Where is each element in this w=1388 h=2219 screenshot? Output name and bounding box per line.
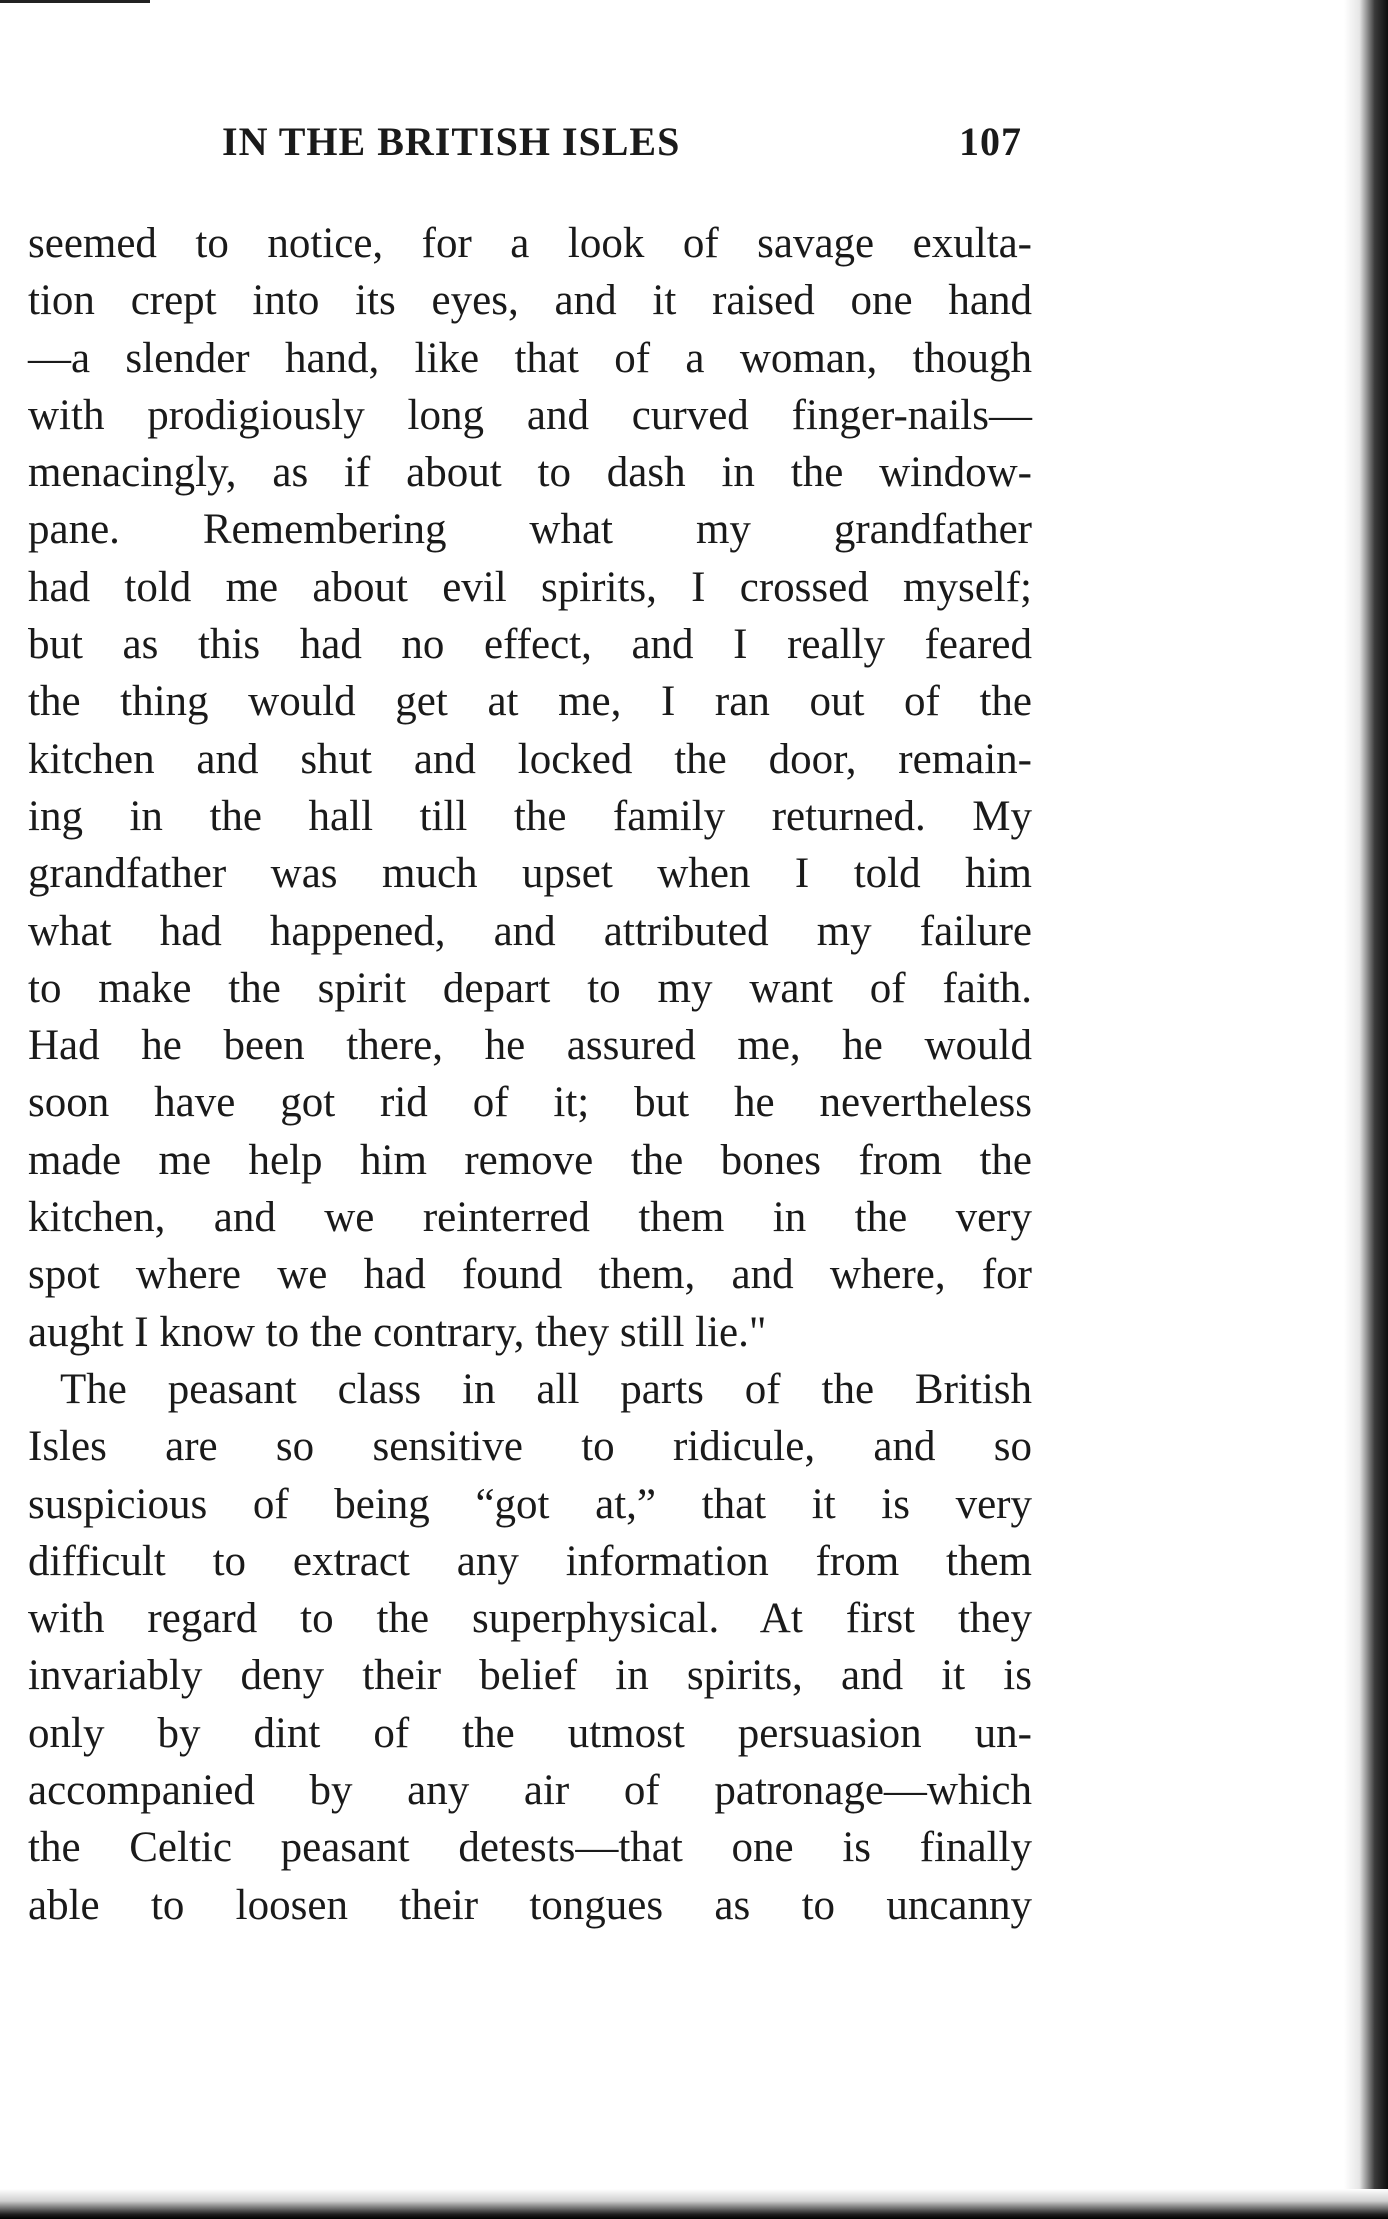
text-line: made me help him remove the bones from the bbox=[28, 1136, 1032, 1184]
page-number: 107 bbox=[959, 119, 1022, 164]
text-line: Had he been there, he assured me, he would bbox=[28, 1022, 1032, 1070]
text-line: suspicious of being “got at,” that it is very bbox=[28, 1480, 1032, 1528]
text-line: had told me about evil spirits, I crossed myself; bbox=[28, 563, 1032, 611]
text-line: able to loosen their tongues as to uncanny bbox=[28, 1881, 1032, 1929]
text-line: the Celtic peasant detests—that one is finally bbox=[28, 1824, 1032, 1872]
text-line: but as this had no effect, and I really feared bbox=[28, 621, 1032, 669]
text-line: pane. Remembering what my grandfather bbox=[28, 506, 1032, 554]
text-line: spot where we had found them, and where, for bbox=[28, 1251, 1032, 1299]
text-line: seemed to notice, for a look of savage exulta- bbox=[28, 220, 1032, 267]
text-line: accompanied by any air of patronage—which bbox=[28, 1767, 1032, 1815]
text-line: The peasant class in all parts of the British bbox=[60, 1365, 1032, 1413]
text-line: —a slender hand, like that of a woman, though bbox=[28, 334, 1032, 382]
top-edge-rule bbox=[0, 0, 150, 3]
page-header bbox=[222, 118, 1022, 178]
text-line: aught I know to the contrary, they still lie." bbox=[28, 1308, 767, 1356]
text-line: grandfather was much upset when I told him bbox=[28, 850, 1032, 898]
text-line: to make the spirit depart to my want of faith. bbox=[28, 964, 1032, 1012]
text-line: tion crept into its eyes, and it raised one hand bbox=[28, 277, 1032, 325]
page-right-edge-shadow bbox=[1344, 0, 1388, 2200]
text-line: kitchen and shut and locked the door, remain- bbox=[28, 735, 1032, 783]
text-line: soon have got rid of it; but he nevertheless bbox=[28, 1079, 1032, 1127]
running-title: IN THE BRITISH ISLES bbox=[222, 119, 681, 164]
text-line: ing in the hall till the family returned. My bbox=[28, 792, 1032, 840]
page-bottom-edge-shadow bbox=[0, 2189, 1388, 2219]
text-line: invariably deny their belief in spirits, and it is bbox=[28, 1652, 1032, 1700]
text-line: menacingly, as if about to dash in the window- bbox=[28, 449, 1032, 497]
text-line: with prodigiously long and curved finger-nails— bbox=[28, 391, 1032, 439]
body-text bbox=[28, 215, 1032, 1934]
text-line: what had happened, and attributed my failure bbox=[28, 907, 1032, 955]
text-line: the thing would get at me, I ran out of the bbox=[28, 678, 1032, 726]
text-line: only by dint of the utmost persuasion un- bbox=[28, 1709, 1032, 1757]
text-line: Isles are so sensitive to ridicule, and so bbox=[28, 1423, 1032, 1471]
paragraph-1 bbox=[28, 215, 1032, 1361]
paragraph-2 bbox=[28, 1361, 1032, 1934]
text-line: difficult to extract any information from them bbox=[28, 1537, 1032, 1585]
text-line: with regard to the superphysical. At first they bbox=[28, 1595, 1032, 1643]
text-line: kitchen, and we reinterred them in the very bbox=[28, 1194, 1032, 1242]
